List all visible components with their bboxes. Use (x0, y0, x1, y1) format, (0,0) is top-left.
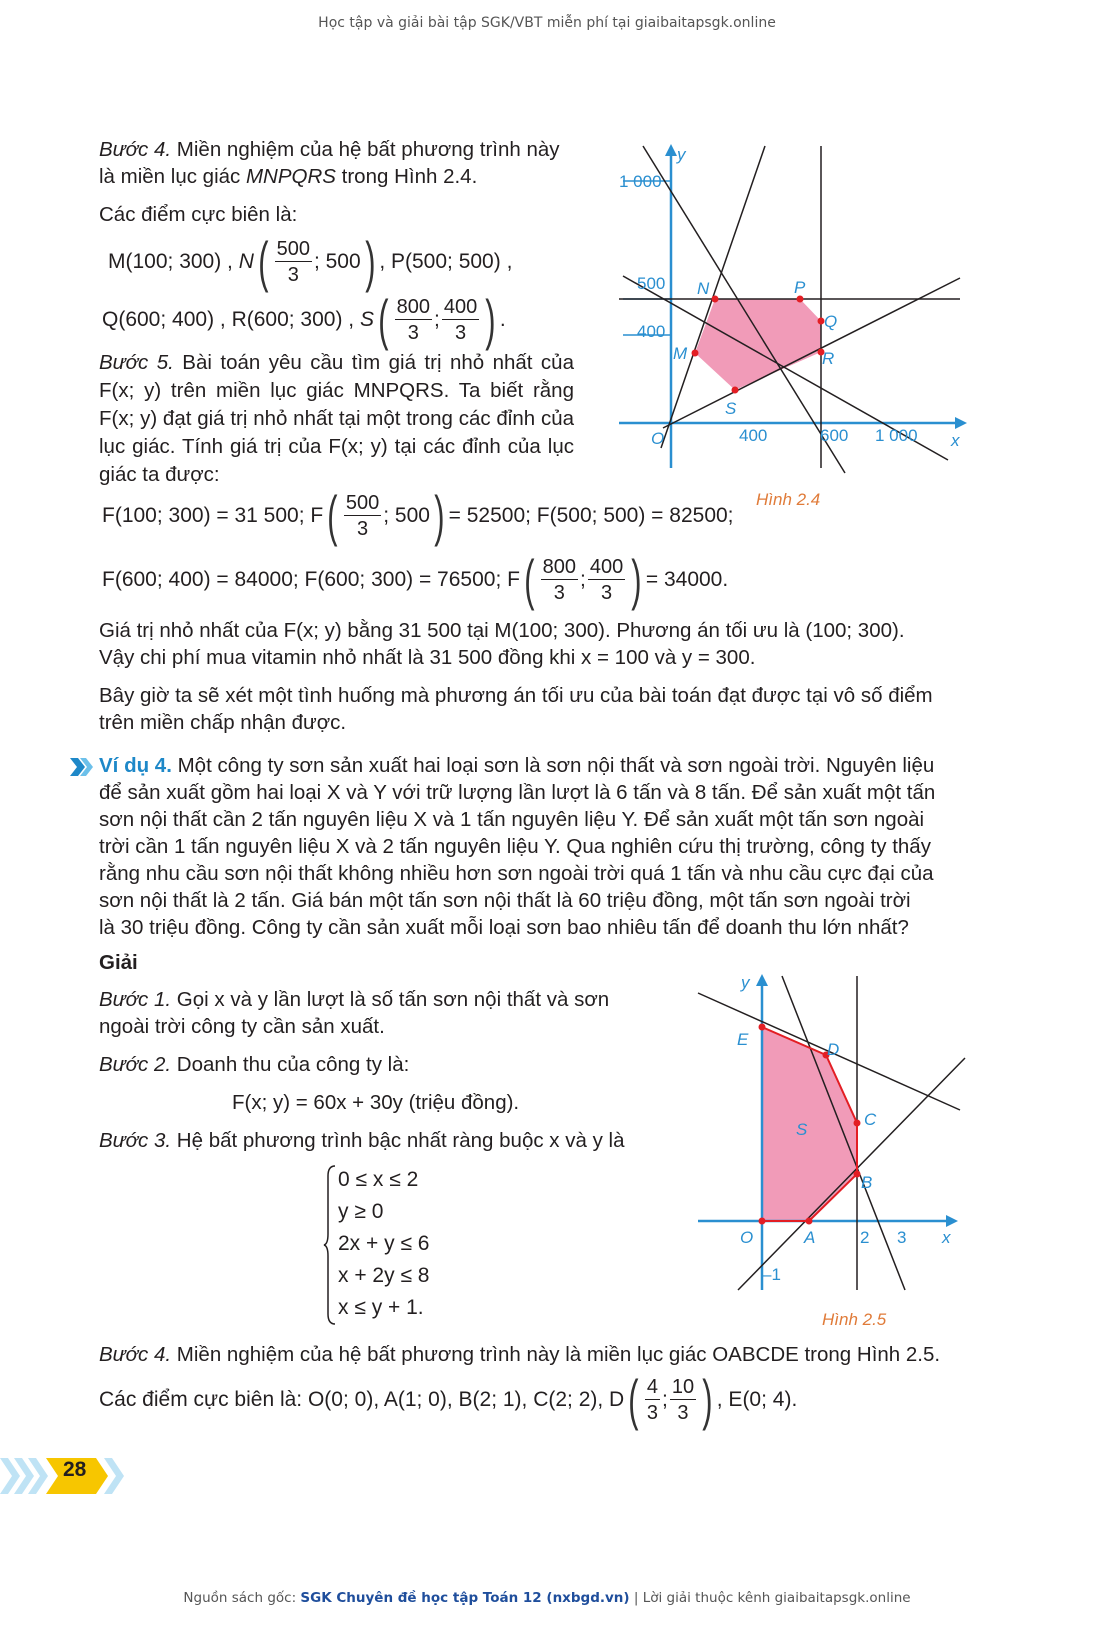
tick-x-3: 3 (897, 1228, 907, 1247)
equation-line1: F(100; 300) = 31 500; F ( $\frac{500}{3}$ ; 500 ) = 52500; F(500; 500) = 82500; (102, 484, 734, 547)
footer-source-link[interactable]: SGK Chuyên đề học tập Toán 12 (nxbgd.vn) (300, 1590, 630, 1606)
tick-y-500: 500 (637, 274, 666, 293)
ex-step3: Bước 3. Hệ bất phương trình bậc nhất ràng buộc x và y là (99, 1129, 625, 1152)
figure-2-4-caption: Hình 2.4 (756, 490, 821, 509)
ex-step1-line1: Bước 1. Gọi x và y lần lượt là số tấn sơn nội thất và sơn (99, 988, 610, 1011)
ineq-5: x ≤ y + 1. (338, 1296, 424, 1319)
ineq-4: x + 2y ≤ 8 (338, 1264, 430, 1287)
axis-y-label: y (677, 145, 686, 164)
revenue-formula: F(x; y) = 60x + 30y (triệu đồng). (232, 1091, 520, 1114)
points-line1: M(100; 300) , N ( $\frac{500}{3}$ ; 500 ) , P(500; 500) , (108, 230, 513, 293)
step4-label: Bước 4. (99, 138, 172, 161)
solution-heading: Giải (99, 951, 138, 974)
tick-x-2: 2 (860, 1228, 870, 1247)
example4-line6: sơn nội thất là 2 tấn. Giá bán một tấn sơn nội thất là 60 triệu đồng, một tấn sơn ngoài trời (99, 889, 911, 912)
tick-minus-1: –1 (762, 1265, 781, 1284)
example4-line1: Ví dụ 4. Một công ty sơn sản xuất hai loại sơn là sơn nội thất và sơn ngoài trời. Nguyên liệu (99, 754, 935, 777)
vertex-a-label: A (804, 1228, 816, 1247)
page-footer: Nguồn sách gốc: SGK Chuyên đề học tập Toán 12 (nxbgd.vn) | Lời giải thuộc kênh giaibaitapsgk.online (183, 1590, 911, 1606)
vertex-d-label: D (827, 1040, 840, 1059)
example4-line7: là 30 triệu đồng. Công ty cần sản xuất mỗi loại sơn bao nhiêu tấn để doanh thu lớn nhất? (99, 916, 909, 939)
step4-text2b: MNPQRS (245, 165, 336, 188)
point-n-label: N (238, 250, 254, 273)
ex-step1-line2: ngoài trời công ty cần sản xuất. (99, 1015, 385, 1038)
vertex-n-label: N (697, 279, 710, 298)
tick-x-1000: 1 000 (875, 426, 918, 445)
example4-line5: rằng nhu cầu sơn nội thất không nhiều hơn sơn ngoài trời quá 1 tấn và nhu cầu cực đại của (99, 862, 934, 885)
page-number: 28 (63, 1458, 87, 1481)
step4-text2c: trong Hình 2.4. (335, 165, 478, 188)
region-s (762, 1027, 857, 1221)
transition-line2: trên miền chấp nhận được. (99, 711, 347, 734)
figure-2-4 (605, 138, 975, 478)
tick-x-600: 600 (820, 426, 849, 445)
step5-paragraph: Bước 5. Bài toán yêu cầu tìm giá trị nhỏ nhất của F(x; y) trên miền lục giác MNPQRS. Ta biết rằng F(x; y) đạt giá trị nhỏ nhất tại một trong các đỉnh của lục giác. Tính giá trị của F(x; y) tại các đỉnh của lục giác ta được: (99, 351, 574, 486)
transition-line1: Bây giờ ta sẽ xét một tình huống mà phương án tối ưu của bài toán đạt được tại vô số điểm (99, 684, 933, 707)
example4-title: Ví dụ 4. (99, 754, 172, 777)
ineq-3: 2x + y ≤ 6 (338, 1232, 430, 1255)
figure-2-5-caption: Hình 2.5 (822, 1310, 887, 1329)
vertex-b-label: B (861, 1173, 873, 1192)
tick-x-400: 400 (739, 426, 768, 445)
point-p: , P(500; 500) , (379, 250, 513, 273)
ex-step4: Bước 4. Miền nghiệm của hệ bất phương trình này là miền lục giác OABCDE trong Hình 2.5. (99, 1343, 941, 1366)
figure-2-5 (690, 968, 980, 1303)
ineq-2: y ≥ 0 (338, 1200, 384, 1223)
point-q-r: Q(600; 400) , R(600; 300) , (102, 308, 355, 331)
vertex-e-label: E (737, 1030, 749, 1049)
axis-x-label: x (942, 1228, 951, 1247)
vertex-s-label: S (725, 399, 737, 418)
extreme-heading: Các điểm cực biên là: (99, 203, 298, 226)
example4-line2: để sản xuất gồm hai loại X và Y với trữ lượng lần lượt là 6 tấn và 8 tấn. Để sản xuất một tấn (99, 781, 936, 804)
conclusion-line1: Giá trị nhỏ nhất của F(x; y) bằng 31 500 tại M(100; 300). Phương án tối ưu là (100; 300). (99, 619, 905, 642)
hexagon-region (695, 299, 821, 390)
conclusion-line2: Vậy chi phí mua vitamin nhỏ nhất là 31 500 đồng khi x = 100 và y = 300. (99, 646, 756, 669)
page-header: Học tập và giải bài tập SGK/VBT miễn phí tại giaibaitapsgk.online (318, 15, 776, 31)
double-chevron-icon (68, 756, 94, 778)
system-brace (323, 1164, 337, 1326)
axis-y-label: y (741, 973, 750, 992)
axis-x-label: x (951, 431, 960, 450)
vertex-m-label: M (673, 344, 688, 363)
vertex-r-label: R (822, 349, 835, 368)
region-label: S (796, 1120, 808, 1139)
vertex-c-label: C (864, 1110, 877, 1129)
tick-y-1000: 1 000 (619, 172, 662, 191)
ex-extreme-points: Các điểm cực biên là: O(0; 0), A(1; 0), B(2; 1), C(2; 2), D ( $\frac{4}{3}$ ; $\frac{10}{3}$ ) , E(0; 4). (99, 1368, 798, 1431)
points-line2: Q(600; 400) , R(600; 300) , S ( $\frac{800}{3}$ ; $\frac{400}{3}$ ) . (102, 288, 506, 351)
step4-line2 (99, 163, 477, 191)
ex-step2: Bước 2. Doanh thu của công ty là: (99, 1053, 410, 1076)
step4-text2a: là miền lục giác (99, 165, 246, 188)
vertex-q-label: Q (824, 312, 838, 331)
vertex-p-label: P (794, 278, 806, 297)
origin-label: O (651, 429, 665, 448)
equation-line2: F(600; 400) = 84000; F(600; 300) = 76500; F ( $\frac{800}{3}$ ; $\frac{400}{3}$ ) = 34000. (102, 548, 729, 611)
step4-text1: Miền nghiệm của hệ bất phương trình này (171, 138, 560, 161)
ineq-1: 0 ≤ x ≤ 2 (338, 1168, 419, 1191)
fraction: $\frac{500}{3}$ (276, 238, 310, 286)
origin-label: O (740, 1228, 754, 1247)
system-of-inequalities (338, 1164, 430, 1324)
example4-line3: sơn nội thất cần 2 tấn nguyên liệu X và 1 tấn nguyên liệu Y. Để sản xuất một tấn sơn ngoài (99, 808, 925, 831)
tick-y-400: 400 (637, 322, 666, 341)
example4-line4: trời cần 1 tấn nguyên liệu X và 2 tấn nguyên liệu Y. Qua nghiên cứu thị trường, công ty thấy (99, 835, 931, 858)
point-m: M(100; 300) , (108, 250, 233, 273)
step4-line1 (99, 136, 560, 164)
